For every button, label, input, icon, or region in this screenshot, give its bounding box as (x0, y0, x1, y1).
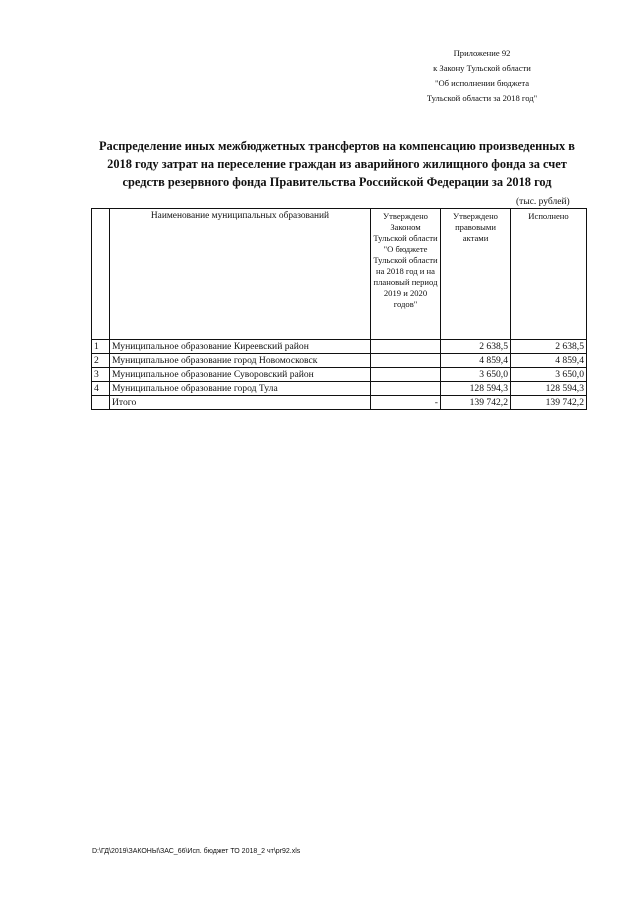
title-line-3: средств резервного фонда Правительства Российской Федерации за 2018 год (122, 175, 552, 189)
row-index: 2 (92, 354, 110, 368)
file-path-footer: D:\ГД\2019\ЗАКОНЫ\ЗАС_66\Исп. бюджет ТО 2018_2 чт\pr92.xls (92, 848, 301, 855)
title-line-2: 2018 году затрат на переселение граждан из аварийного жилищного фонда за счет (107, 157, 567, 171)
units-label: (тыс. рублей) (516, 197, 570, 207)
table-header-row (92, 209, 587, 340)
row-name: Муниципальное образование Суворовский район (110, 368, 371, 382)
header-approved-law: Утверждено Законом Тульской области "О бюджете Тульской области на 2018 год и на плановый период 2019 и 2020 годов" (371, 209, 441, 340)
row-approved-acts: 3 650,0 (441, 368, 511, 382)
row-executed: 4 859,4 (511, 354, 587, 368)
total-approved-law: - (371, 396, 441, 410)
table-row (92, 354, 587, 368)
document-title (84, 137, 590, 191)
row-approved-law (371, 354, 441, 368)
row-approved-acts: 4 859,4 (441, 354, 511, 368)
total-approved-acts: 139 742,2 (441, 396, 511, 410)
header-approved-acts: Утверждено правовыми актами (441, 209, 511, 340)
total-executed: 139 742,2 (511, 396, 587, 410)
header-index (92, 209, 110, 340)
title-line-1: Распределение иных межбюджетных трансфертов на компенсацию произведенных в (98, 139, 575, 153)
row-name: Муниципальное образование Киреевский район (110, 340, 371, 354)
row-approved-law (371, 382, 441, 396)
table-total-row (92, 396, 587, 410)
appendix-block (408, 46, 556, 106)
appendix-line-2: к Закону Тульской области (433, 63, 531, 73)
header-executed: Исполнено (511, 209, 587, 340)
row-executed: 128 594,3 (511, 382, 587, 396)
row-approved-acts: 128 594,3 (441, 382, 511, 396)
row-approved-law (371, 368, 441, 382)
row-index: 4 (92, 382, 110, 396)
total-index (92, 396, 110, 410)
row-name: Муниципальное образование город Тула (110, 382, 371, 396)
row-approved-law (371, 340, 441, 354)
appendix-line-4: Тульской области за 2018 год" (426, 93, 538, 103)
table-row (92, 340, 587, 354)
row-executed: 2 638,5 (511, 340, 587, 354)
appendix-line-3: "Об исполнении бюджета (434, 78, 530, 88)
appendix-line-1: Приложение 92 (453, 48, 511, 58)
table-row (92, 382, 587, 396)
transfers-table (91, 208, 587, 410)
row-name: Муниципальное образование город Новомосковск (110, 354, 371, 368)
row-index: 1 (92, 340, 110, 354)
row-index: 3 (92, 368, 110, 382)
header-name: Наименование муниципальных образований (110, 209, 371, 340)
row-approved-acts: 2 638,5 (441, 340, 511, 354)
table-row (92, 368, 587, 382)
total-label: Итого (110, 396, 371, 410)
row-executed: 3 650,0 (511, 368, 587, 382)
